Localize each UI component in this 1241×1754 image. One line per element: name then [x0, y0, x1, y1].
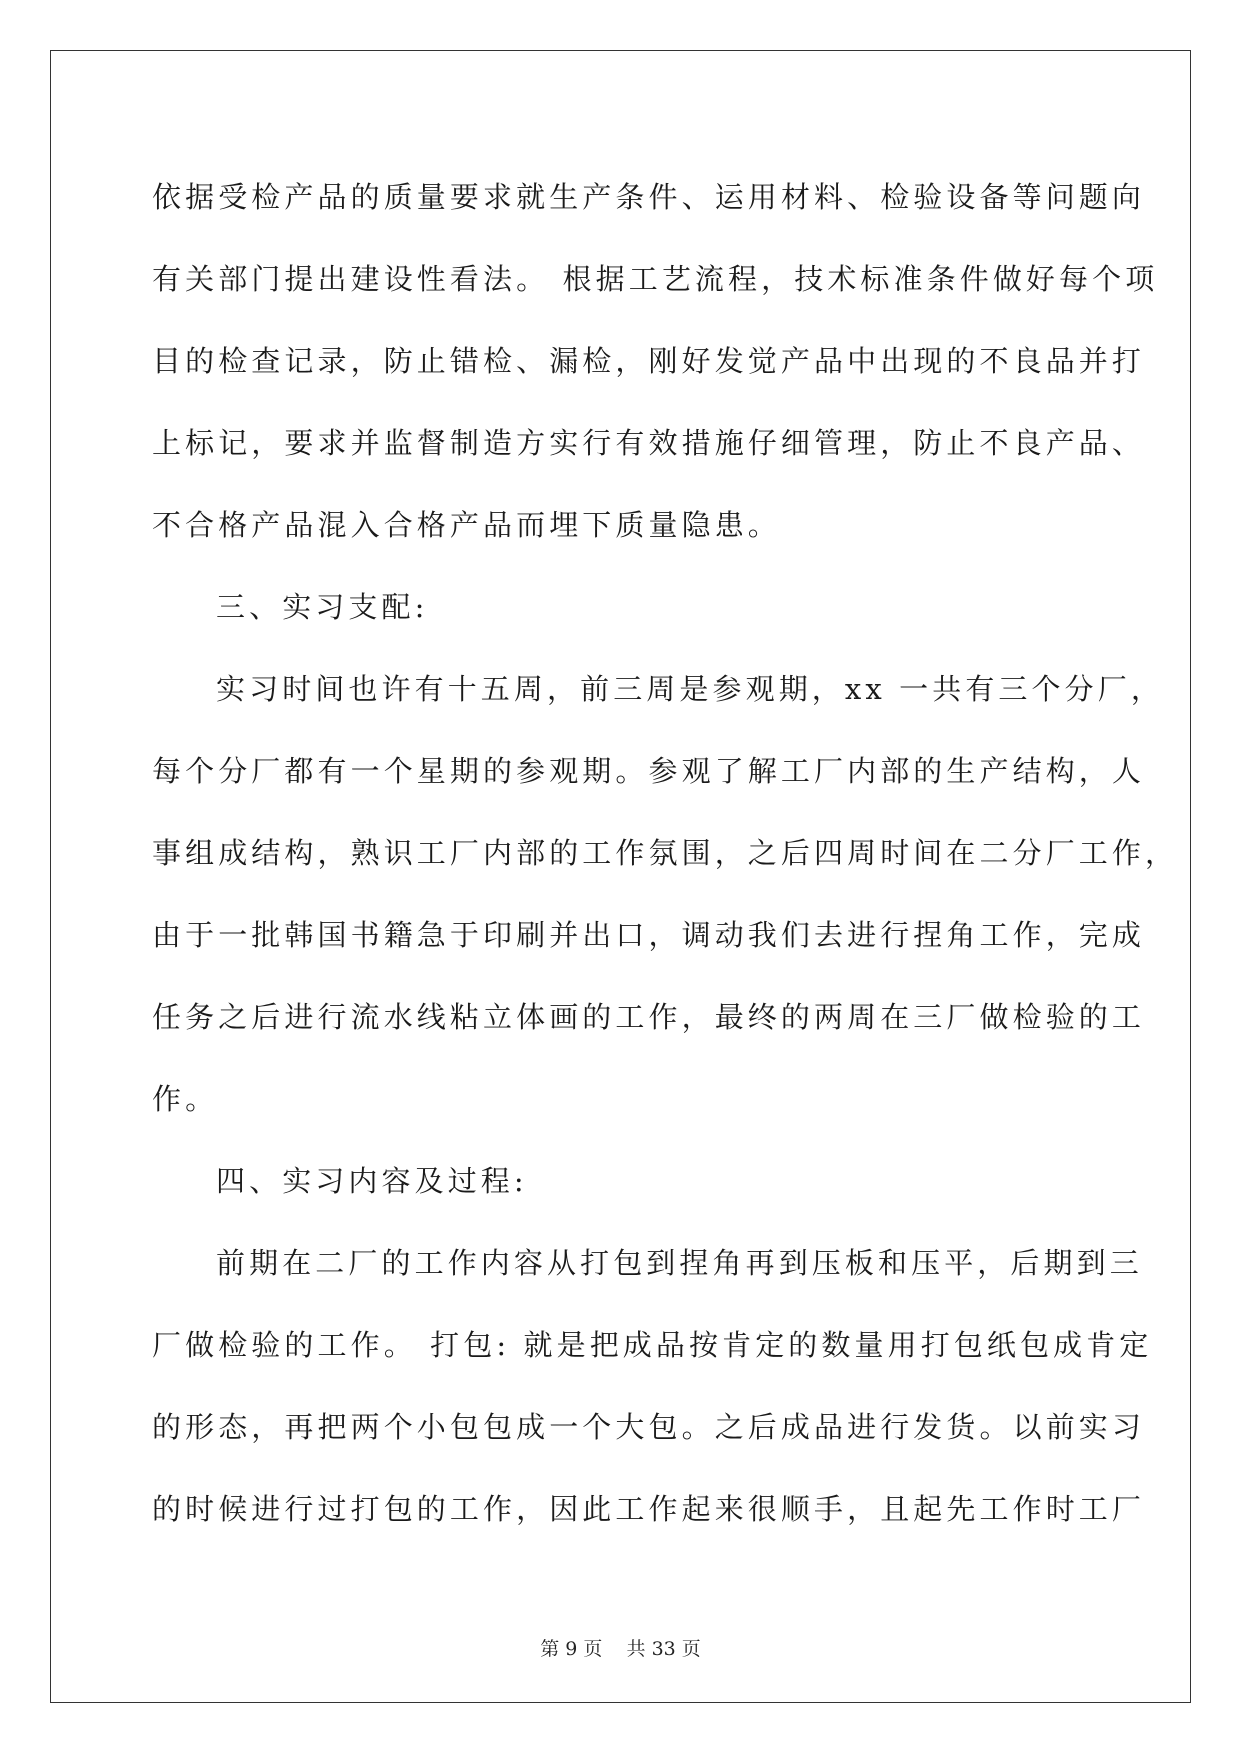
page-footer: [0, 1634, 1241, 1661]
text-line: 每个分厂都有一个星期的参观期。参观了解工厂内部的生产结构，人: [152, 754, 1146, 788]
text-line: 事组成结构，熟识工厂内部的工作氛围，之后四周时间在二分厂工作，: [152, 836, 1179, 870]
text-line: 三、实习支配:: [216, 590, 429, 624]
text-line: 有关部门提出建设性看法。 根据工艺流程，技术标准条件做好每个项: [152, 262, 1159, 296]
text-line: 任务之后进行流水线粘立体画的工作，最终的两周在三厂做检验的工: [152, 1000, 1146, 1034]
page-total: 共 33 页: [626, 1638, 701, 1660]
text-line: 目的检查记录，防止错检、漏检，刚好发觉产品中出现的不良品并打: [152, 344, 1146, 378]
text-line: 由于一批韩国书籍急于印刷并出口，调动我们去进行捏角工作，完成: [152, 918, 1146, 952]
page-number: 第 9 页: [540, 1638, 603, 1660]
text-line: 厂做检验的工作。 打包: 就是把成品按肯定的数量用打包纸包成肯定: [152, 1328, 1153, 1362]
document-body: [152, 156, 1179, 1550]
text-line: 依据受检产品的质量要求就生产条件、运用材料、检验设备等问题向: [152, 180, 1146, 214]
text-line: 的时候进行过打包的工作，因此工作起来很顺手，且起先工作时工厂: [152, 1492, 1146, 1526]
text-line: 的形态，再把两个小包包成一个大包。之后成品进行发货。以前实习: [152, 1410, 1146, 1444]
text-line: 作。: [152, 1082, 219, 1116]
text-line: 不合格产品混入合格产品而埋下质量隐患。: [152, 508, 781, 542]
text-line: 前期在二厂的工作内容从打包到捏角再到压板和压平，后期到三: [216, 1246, 1143, 1280]
text-line: 四、实习内容及过程:: [216, 1164, 528, 1198]
text-line: 实习时间也许有十五周，前三周是参观期，xx 一共有三个分厂，: [216, 672, 1164, 706]
text-line: 上标记，要求并监督制造方实行有效措施仔细管理，防止不良产品、: [152, 426, 1146, 460]
